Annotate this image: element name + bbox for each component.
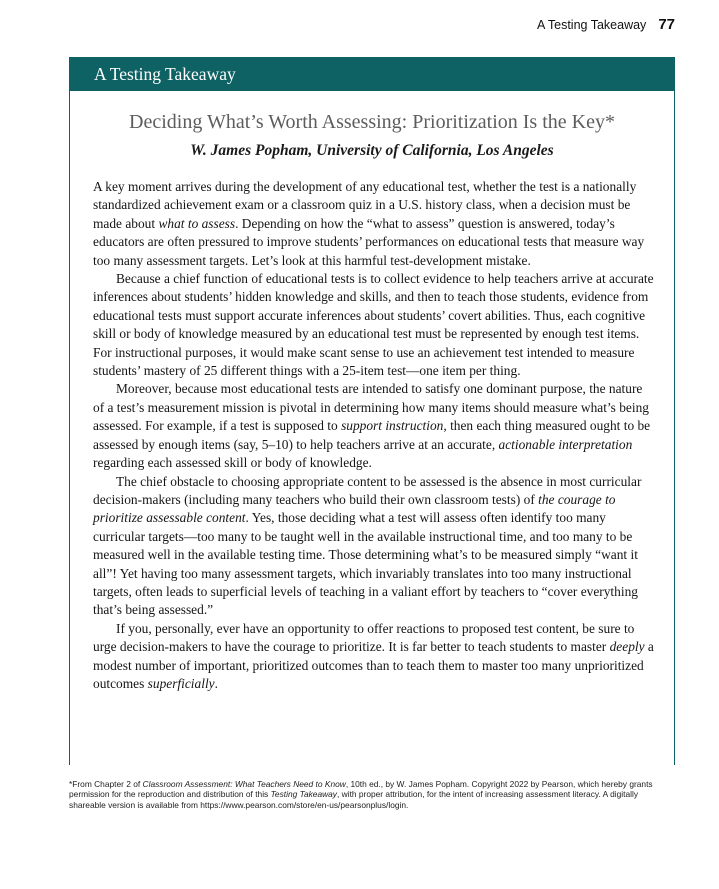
text-run: A key moment arrives during the development of any educational test, whether the test is a nationally standardized achievement exam or a classroom quiz in a U.S. history class, when a decision must be made about bbox=[93, 179, 637, 231]
paragraph bbox=[93, 380, 654, 472]
article-body bbox=[93, 178, 654, 693]
text-run: a modest number of important, prioritized outcomes than to teach them to master too many unprioritized outcomes bbox=[93, 639, 654, 691]
running-head bbox=[537, 16, 675, 33]
text-run: , then each thing measured ought to be assessed by enough items (say, 5–10) to help teachers arrive at an accurate, bbox=[93, 418, 651, 452]
text-run: If you, personally, ever have an opportunity to offer reactions to proposed test content, be sure to urge decision-makers to have the courage to prioritize. It is far better to teach students to master bbox=[93, 620, 635, 655]
paragraph bbox=[93, 620, 654, 694]
italic-text: superficially bbox=[147, 675, 215, 691]
text-run: Moreover, because most educational tests are intended to satisfy one dominant purpose, the nature of a test’s measurement mission is pivotal in determining how many items should measure what’s being assessed. For example, if a test is supposed to bbox=[93, 381, 649, 434]
box-header: A Testing Takeaway bbox=[69, 57, 675, 91]
text-run: . bbox=[214, 675, 218, 691]
paragraph bbox=[93, 270, 654, 380]
paragraph bbox=[93, 178, 654, 270]
article-author: W. James Popham, University of California, Los Angeles bbox=[190, 142, 554, 159]
text-run: , with proper attribution, for the intent of increasing assessment literacy. A digitally shareable version is available from https://www.pearson.com/store/en-us/pearsonplus/login. bbox=[69, 789, 639, 810]
italic-text: actionable interpretation bbox=[498, 436, 633, 452]
text-run: The chief obstacle to choosing appropriate content to be assessed is the absence in most curricular decision-makers (including many teachers who build their own classroom tests) of bbox=[93, 473, 642, 507]
italic-text: deeply bbox=[609, 639, 645, 655]
italic-text: Testing Takeaway bbox=[270, 789, 337, 800]
italic-text: what to assess bbox=[158, 215, 236, 231]
text-run: , 10th ed., by W. James Popham. Copyright 2022 by Pearson, which hereby grants permission for the reproduction and distribution of this bbox=[69, 779, 653, 800]
footnote bbox=[69, 779, 675, 810]
text-run: . Depending on how the “what to assess” question is answered, today’s educators are often pressured to improve students’ performances on educational tests that measure way too many assessment targets. Let’s look at this harmful test-development mistake. bbox=[93, 215, 645, 268]
running-head-label: A Testing Takeaway bbox=[536, 18, 647, 32]
text-run: regarding each assessed skill or body of knowledge. bbox=[93, 455, 372, 471]
italic-text: support instruction bbox=[341, 418, 444, 434]
text-run: Because a chief function of educational tests is to collect evidence to help teachers arrive at accurate inferences about students’ hidden knowledge and skills, and then to teach those students, evidence from educational tests must support accurate inferences about students’ covert abilities. Thus, each cognitive skill or body of knowledge measured by an educational test must be represented by enough test items. For instructional purposes, it would make scant sense to use an achievement test intended to measure students’ mastery of 25 different things with a 25-item test—one item per thing. bbox=[93, 271, 654, 379]
page-number: 77 bbox=[658, 16, 675, 33]
italic-text: the courage to prioritize assessable content bbox=[93, 491, 616, 526]
text-run: *From Chapter 2 of bbox=[69, 779, 143, 789]
italic-text: Classroom Assessment: What Teachers Need to Know bbox=[142, 779, 346, 789]
text-run: . Yes, those deciding what a test will assess often identify too many curricular targets—too many to be taught well in the available instructional time, and too many to be measured well in the available testing time. Those determining what’s to be measured simply “want it all”! Yet having too many assessment targets, which invariably translates into too many instructional targets, often leads to superficial levels of teaching in a valiant effort by teachers to “cover everything that’s being assessed.” bbox=[93, 510, 638, 618]
article-title: Deciding What’s Worth Assessing: Prioritization Is the Key* bbox=[129, 111, 615, 133]
paragraph bbox=[93, 473, 654, 620]
